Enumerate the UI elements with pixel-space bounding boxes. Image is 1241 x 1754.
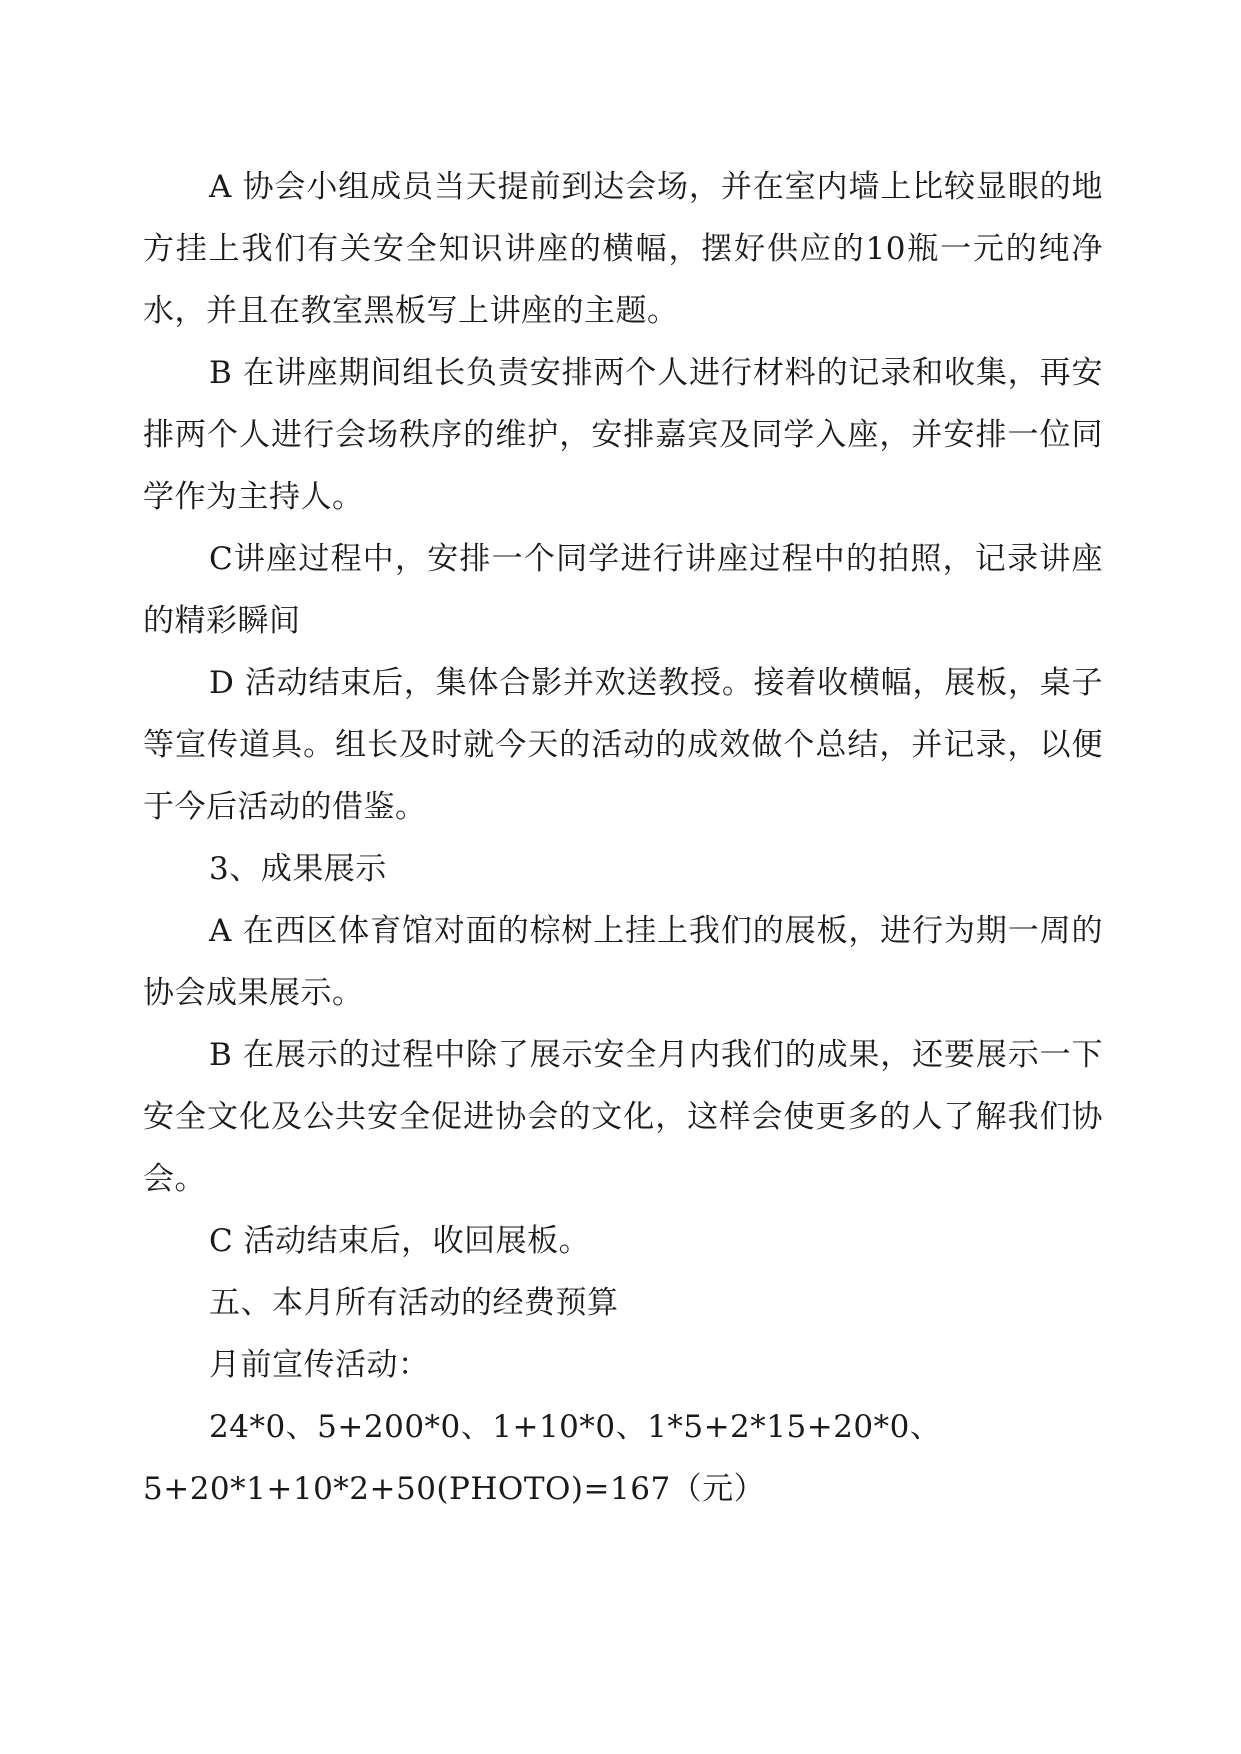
paragraph-c-collect-boards: C 活动结束后，收回展板。 bbox=[209, 1223, 591, 1259]
paragraph-a-exhibition: A 在西区体育馆对面的棕树上挂上我们的展板，进行为期一周的协会成果展示。 bbox=[143, 913, 1103, 1011]
budget-subheading: 月前宣传活动： bbox=[209, 1347, 430, 1383]
document-body bbox=[143, 156, 1103, 1520]
budget-formula-line-2: 5+20*1+10*2+50(PHOTO)=167（元） bbox=[143, 1471, 766, 1507]
paragraph-b-exhibition-content: B 在展示的过程中除了展示安全月内我们的成果，还要展示一下安全文化及公共安全促进协会的文化，这样会使更多的人了解我们协会。 bbox=[143, 1037, 1103, 1197]
paragraph-a-venue-setup: A 协会小组成员当天提前到达会场，并在室内墙上比较显眼的地方挂上我们有关安全知识讲座的横幅，摆好供应的10瓶一元的纯净水，并且在教室黑板写上讲座的主题。 bbox=[143, 169, 1103, 329]
budget-formula-line-1: 24*0、5+200*0、1+10*0、1*5+2*15+20*0、 bbox=[209, 1409, 942, 1445]
paragraph-b-staff-arrangement: B 在讲座期间组长负责安排两个人进行材料的记录和收集，再安排两个人进行会场秩序的维护，安排嘉宾及同学入座，并安排一位同学作为主持人。 bbox=[143, 355, 1103, 515]
paragraph-c-photography: C讲座过程中，安排一个同学进行讲座过程中的拍照，记录讲座的精彩瞬间 bbox=[143, 541, 1103, 639]
section-heading-budget: 五、本月所有活动的经费预算 bbox=[209, 1285, 619, 1321]
paragraph-d-wrap-up: D 活动结束后，集体合影并欢送教授。接着收横幅，展板，桌子等宣传道具。组长及时就今天的活动的成效做个总结，并记录，以便于今后活动的借鉴。 bbox=[143, 665, 1103, 825]
section-heading-results: 3、成果展示 bbox=[209, 851, 387, 887]
